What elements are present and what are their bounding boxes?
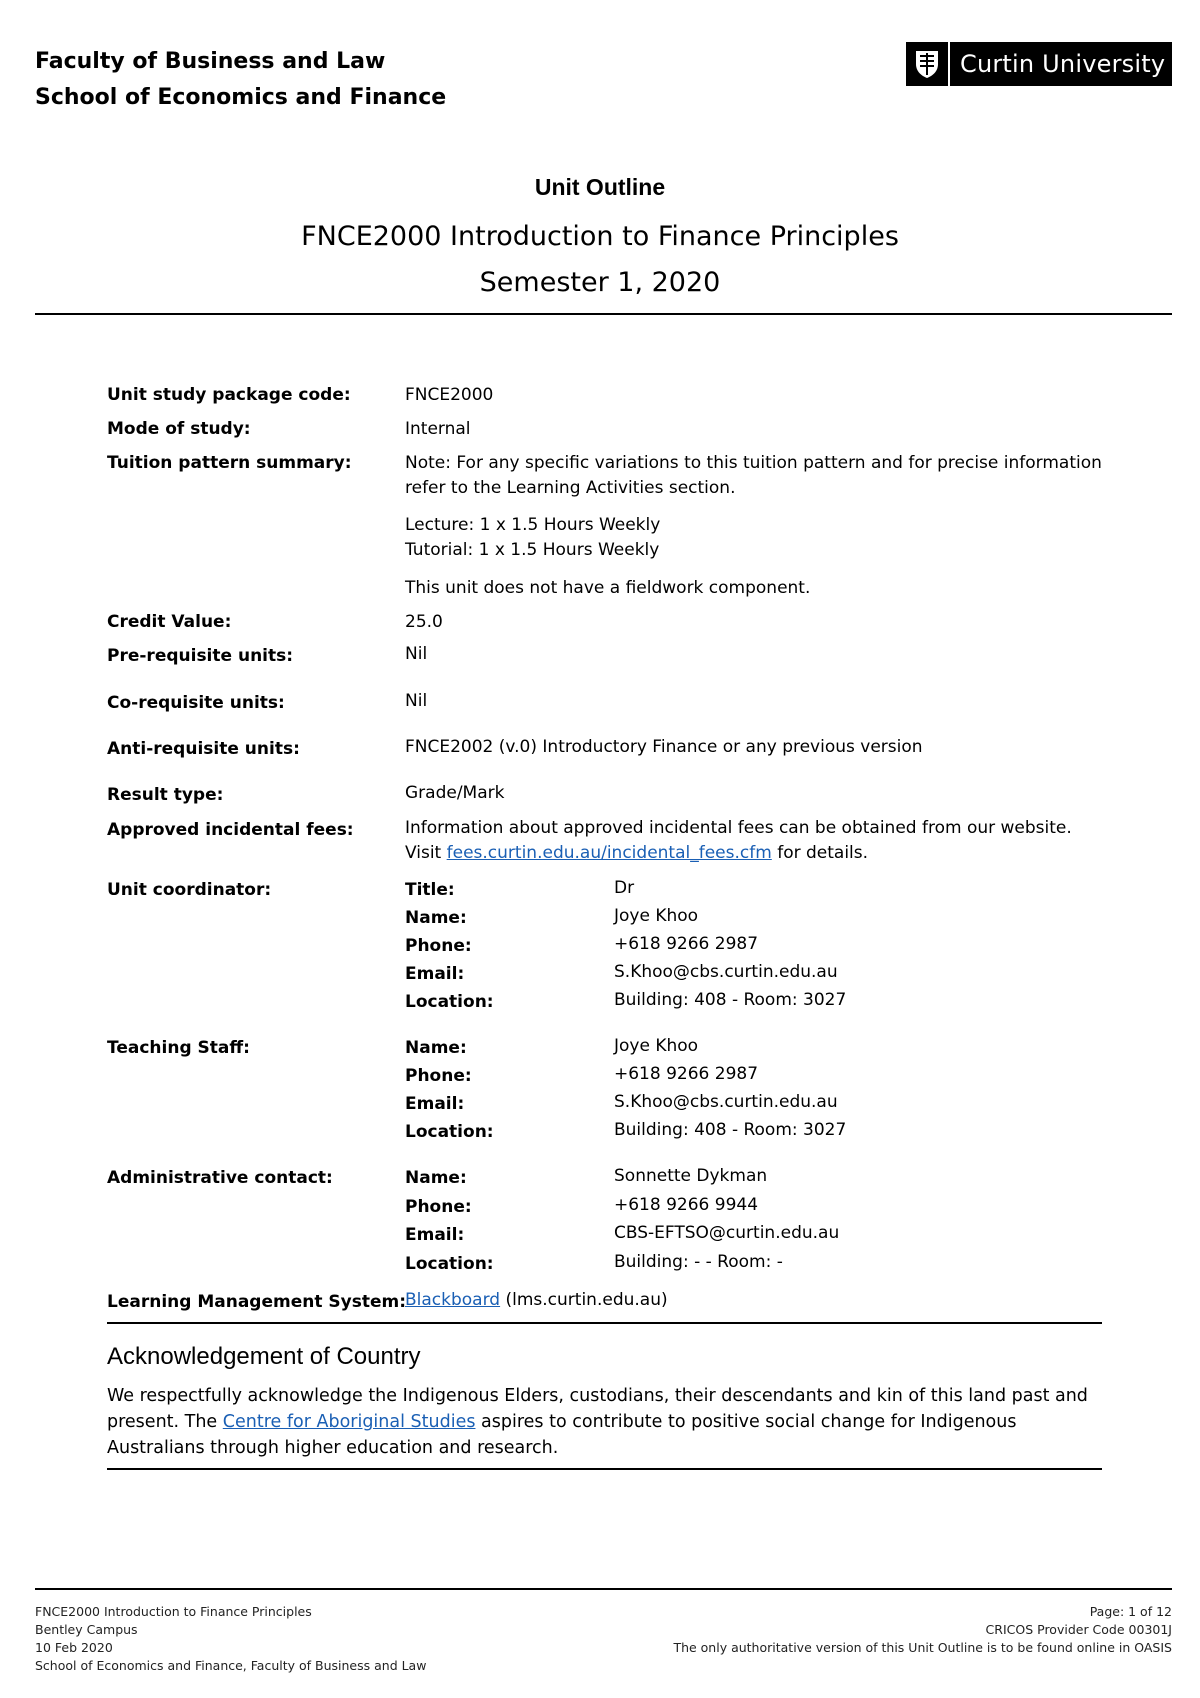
footer-campus: Bentley Campus (35, 1622, 138, 1637)
lecture-pattern: Lecture: 1 x 1.5 Hours Weekly (405, 515, 661, 535)
field-email: Email: (405, 964, 465, 984)
logo-text: Curtin University (960, 50, 1166, 78)
result-label: Result type: (107, 785, 224, 805)
field-location: Location: (405, 992, 494, 1012)
blackboard-link[interactable]: Blackboard (405, 1290, 501, 1310)
fees-visit: Visit (405, 843, 442, 863)
admin-location: Building: - - Room: - (614, 1252, 783, 1272)
acknowledgement-text (107, 1383, 1097, 1461)
coordinator-label: Unit coordinator: (107, 880, 272, 900)
lms-url: (lms.curtin.edu.au) (505, 1290, 668, 1310)
mode-value: Internal (405, 419, 471, 439)
field-name: Name: (405, 1168, 467, 1188)
coordinator-location: Building: 408 - Room: 3027 (614, 990, 847, 1010)
field-phone: Phone: (405, 936, 472, 956)
footer-divider (35, 1588, 1172, 1590)
antireq-value: FNCE2002 (v.0) Introductory Finance or any previous version (405, 737, 923, 757)
unit-title: FNCE2000 Introduction to Finance Principles (301, 221, 899, 252)
coordinator-phone: +618 9266 2987 (614, 934, 759, 954)
admin-email: CBS-EFTSO@curtin.edu.au (614, 1223, 840, 1243)
fees-line: Information about approved incidental fees can be obtained from our website. (405, 818, 1072, 838)
crest-icon (906, 42, 950, 86)
credit-value: 25.0 (405, 612, 443, 632)
coreq-value: Nil (405, 691, 428, 711)
teaching-phone: +618 9266 2987 (614, 1064, 759, 1084)
coreq-label: Co-requisite units: (107, 693, 285, 713)
code-label: Unit study package code: (107, 385, 351, 405)
lms-line (405, 1290, 668, 1310)
teaching-name: Joye Khoo (614, 1036, 699, 1056)
prereq-value: Nil (405, 644, 428, 664)
mode-label: Mode of study: (107, 419, 251, 439)
field-email: Email: (405, 1225, 465, 1245)
ack-text-1: We respectfully acknowledge the Indigenous Elders, custodians, their descendants and kin of this land past and present. The (107, 1386, 1088, 1432)
field-title: Title: (405, 880, 455, 900)
document-heading: Unit Outline (534, 174, 666, 200)
credit-label: Credit Value: (107, 612, 232, 632)
faculty-header (35, 44, 446, 116)
tuition-label: Tuition pattern summary: (107, 453, 352, 473)
footer-page: Page: 1 of 12 (1089, 1604, 1172, 1619)
lms-label: Learning Management System: (107, 1292, 407, 1312)
teaching-label: Teaching Staff: (107, 1038, 250, 1058)
fees-tail: for details. (777, 843, 869, 863)
field-email: Email: (405, 1094, 465, 1114)
antireq-label: Anti-requisite units: (107, 739, 300, 759)
fees-link[interactable]: fees.curtin.edu.au/incidental_fees.cfm (446, 843, 772, 863)
footer-right (673, 1603, 1172, 1657)
coordinator-email: S.Khoo@cbs.curtin.edu.au (614, 962, 838, 982)
prereq-label: Pre-requisite units: (107, 646, 294, 666)
divider (35, 313, 1172, 315)
result-value: Grade/Mark (405, 783, 505, 803)
field-phone: Phone: (405, 1066, 472, 1086)
acknowledgement-heading: Acknowledgement of Country (107, 1343, 421, 1370)
aboriginal-studies-link[interactable]: Centre for Aboriginal Studies (222, 1412, 476, 1432)
footer-cricos: CRICOS Provider Code 00301J (985, 1622, 1172, 1637)
faculty-name: Faculty of Business and Law (35, 49, 386, 74)
footer-date: 10 Feb 2020 (35, 1640, 113, 1655)
coordinator-title: Dr (614, 878, 635, 898)
admin-phone: +618 9266 9944 (614, 1195, 759, 1215)
field-name: Name: (405, 1038, 467, 1058)
school-name: School of Economics and Finance (35, 85, 447, 110)
divider (107, 1322, 1102, 1324)
divider (107, 1468, 1102, 1470)
field-location: Location: (405, 1254, 494, 1274)
tutorial-pattern: Tutorial: 1 x 1.5 Hours Weekly (405, 540, 660, 560)
field-phone: Phone: (405, 1197, 472, 1217)
fees-label: Approved incidental fees: (107, 820, 354, 840)
semester: Semester 1, 2020 (479, 267, 721, 298)
fees-visit-line (405, 843, 868, 863)
admin-name: Sonnette Dykman (614, 1166, 768, 1186)
coordinator-name: Joye Khoo (614, 906, 699, 926)
fieldwork-note: This unit does not have a fieldwork component. (405, 578, 811, 598)
teaching-location: Building: 408 - Room: 3027 (614, 1120, 847, 1140)
teaching-email: S.Khoo@cbs.curtin.edu.au (614, 1092, 838, 1112)
footer-left (35, 1603, 426, 1675)
footer-unit: FNCE2000 Introduction to Finance Principles (35, 1604, 312, 1619)
ack-text-2: aspires to contribute to positive social change for Indigenous Australians through higher education and research. (107, 1412, 1017, 1458)
field-location: Location: (405, 1122, 494, 1142)
footer-authority: The only authoritative version of this Unit Outline is to be found online in OASIS (673, 1640, 1172, 1655)
footer-school: School of Economics and Finance, Faculty of Business and Law (35, 1658, 427, 1673)
admin-label: Administrative contact: (107, 1168, 333, 1188)
curtin-logo (906, 42, 1172, 86)
field-name: Name: (405, 908, 467, 928)
code-value: FNCE2000 (405, 385, 494, 405)
tuition-note: Note: For any specific variations to this tuition pattern and for precise information refer to the Learning Activities section. (405, 453, 1102, 498)
